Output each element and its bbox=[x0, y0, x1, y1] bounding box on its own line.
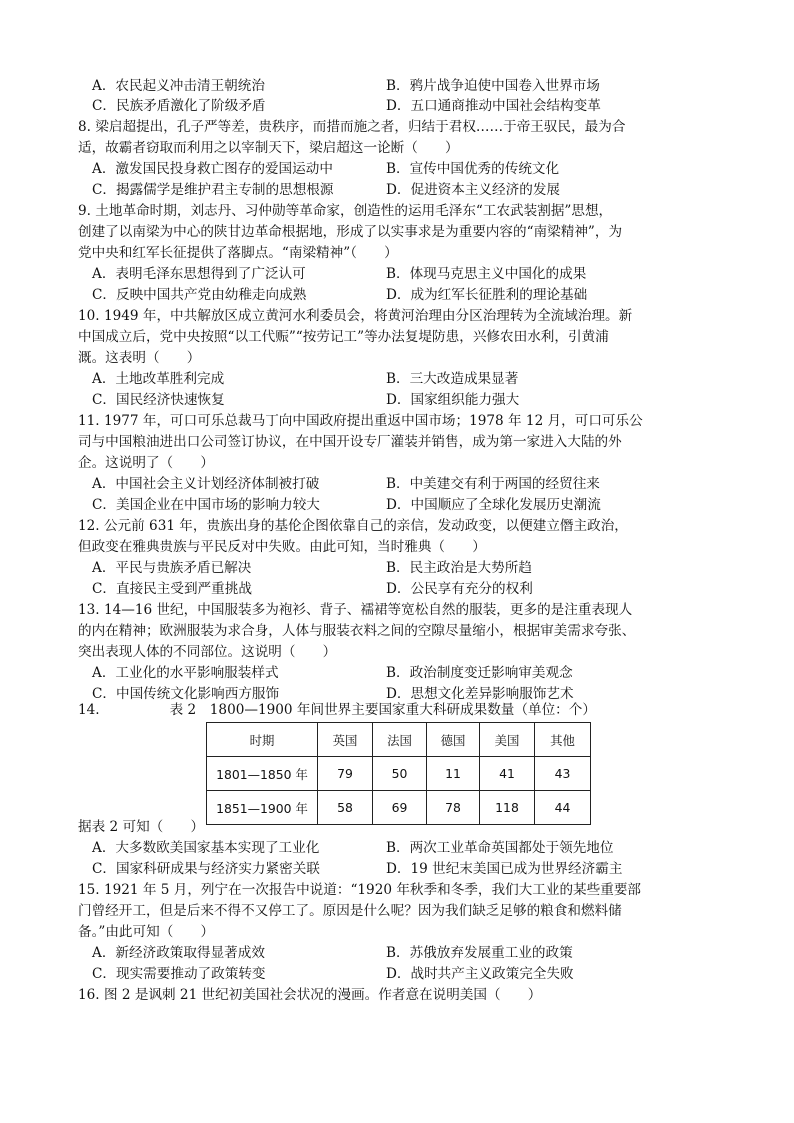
question-text: 13. 14—16 世纪，中国服装多为袍衫、背子、襦裙等宽松自然的服装，更多的是注重表现人 bbox=[78, 602, 633, 618]
answer-option: A．激发国民投身救亡图存的爱国运动中 bbox=[92, 161, 333, 177]
answer-option: D．促进资本主义经济的发展 bbox=[386, 182, 561, 198]
answer-option: B．中美建交有利于两国的经贸往来 bbox=[386, 476, 600, 492]
table-header-row bbox=[207, 723, 591, 757]
q14-caption-line bbox=[78, 700, 596, 720]
answer-option: D．19 世纪末美国已成为世界经济霸主 bbox=[386, 861, 623, 877]
question-text: 的内在精神；欧洲服装为求合身，人体与服装衣料之间的空隙尽量缩小，根据审美需求夸张、 bbox=[78, 623, 636, 639]
answer-option: B．苏俄放弃发展重工业的政策 bbox=[386, 945, 573, 961]
question-text: 10. 1949 年，中共解放区成立黄河水利委员会，将黄河治理由分区治理转为全流域治理。新 bbox=[78, 308, 633, 324]
table-cell: 69 bbox=[373, 791, 427, 825]
answer-option: A．农民起义冲击清王朝统治 bbox=[92, 78, 265, 94]
table-header-cell: 英国 bbox=[318, 723, 373, 757]
answer-option: B．宣传中国优秀的传统文化 bbox=[386, 161, 560, 177]
question-text: 司与中国粮油进出口公司签订协议，在中国开设专厂灌装并销售，成为第一家进入大陆的外 bbox=[78, 434, 622, 450]
answer-option: B．政治制度变迁影响审美观念 bbox=[386, 665, 573, 681]
answer-option: D．中国顺应了全球化发展历史潮流 bbox=[386, 497, 601, 513]
answer-option: A．平民与贵族矛盾已解决 bbox=[92, 560, 252, 576]
table-cell: 1851—1900 年 bbox=[207, 791, 318, 825]
question-text: 12. 公元前 631 年，贵族出身的基伦企图依靠自己的亲信，发动政变，以便建立僭主政治， bbox=[78, 518, 628, 534]
answer-option: C．国民经济快速恢复 bbox=[92, 392, 225, 408]
answer-option: B．体现马克思主义中国化的成果 bbox=[386, 266, 587, 282]
question-text: 适，故霸者窃取而利用之以宰制天下，梁启超这一论断（ ） bbox=[78, 140, 459, 156]
answer-option: A．中国社会主义计划经济体制被打破 bbox=[92, 476, 320, 492]
q14-number: 14. bbox=[78, 702, 100, 718]
table-cell: 50 bbox=[373, 757, 427, 791]
answer-option: C．中国传统文化影响西方服饰 bbox=[92, 686, 280, 702]
table-cell: 1801—1850 年 bbox=[207, 757, 318, 791]
answer-option: B．民主政治是大势所趋 bbox=[386, 560, 532, 576]
table-cell: 11 bbox=[427, 757, 480, 791]
table-cell: 43 bbox=[535, 757, 591, 791]
answer-option: C．揭露儒学是维护君主专制的思想根源 bbox=[92, 182, 334, 198]
table-header-cell: 德国 bbox=[427, 723, 480, 757]
answer-option: D．思想文化差异影响服饰艺术 bbox=[386, 686, 574, 702]
table-row bbox=[207, 757, 591, 791]
answer-option: D．公民享有充分的权利 bbox=[386, 581, 533, 597]
answer-option: D．国家组织能力强大 bbox=[386, 392, 520, 408]
answer-option: A．大多数欧美国家基本实现了工业化 bbox=[92, 840, 320, 856]
answer-option: C．现实需要推动了政策转变 bbox=[92, 966, 266, 982]
question-text: 但政变在雅典贵族与平民反对中失败。由此可知，当时雅典（ ） bbox=[78, 539, 486, 555]
answer-option: D．成为红军长征胜利的理论基础 bbox=[386, 287, 588, 303]
table-cell: 58 bbox=[318, 791, 373, 825]
answer-option: C．美国企业在中国市场的影响力较大 bbox=[92, 497, 320, 513]
answer-option: B．鸦片战争迫使中国卷入世界市场 bbox=[386, 78, 600, 94]
table-cell: 41 bbox=[480, 757, 535, 791]
question-text: 11. 1977 年，可口可乐总裁马丁向中国政府提出重返中国市场；1978 年 12 月，可口可乐公 bbox=[78, 413, 643, 429]
table-row bbox=[207, 791, 591, 825]
answer-option: A．土地改革胜利完成 bbox=[92, 371, 225, 387]
question-text: 溉。这表明（ ） bbox=[78, 350, 201, 366]
answer-option: C．民族矛盾激化了阶级矛盾 bbox=[92, 98, 266, 114]
table-caption: 表 2 1800—1900 年间世界主要国家重大科研成果数量（单位：个） bbox=[169, 702, 596, 718]
research-results-table bbox=[206, 722, 591, 825]
answer-option: B．三大改造成果显著 bbox=[386, 371, 519, 387]
question-text: 突出表现人体的不同部位。这说明（ ） bbox=[78, 644, 337, 660]
question-text: 据表 2 可知（ ） bbox=[78, 819, 205, 835]
table-header-cell: 法国 bbox=[373, 723, 427, 757]
table-header-cell: 其他 bbox=[535, 723, 591, 757]
question-text: 中国成立后，党中央按照“以工代赈”“按劳记工”等办法复堤防患，兴修农田水利，引黄浦 bbox=[78, 329, 609, 345]
table-cell: 79 bbox=[318, 757, 373, 791]
answer-option: A．工业化的水平影响服装样式 bbox=[92, 665, 279, 681]
question-text: 8. 梁启超提出，孔子严等差，贵秩序，而措而施之者，归结于君权……于帝王驭民，最为合 bbox=[78, 119, 626, 135]
question-text: 党中央和红军长征提供了落脚点。“南梁精神”（ ） bbox=[78, 245, 398, 261]
question-text: 16. 图 2 是讽刺 21 世纪初美国社会状况的漫画。作者意在说明美国（ ） bbox=[78, 987, 542, 1003]
question-text: 创建了以南梁为中心的陕甘边革命根据地，形成了以实事求是为重要内容的“南梁精神”，为 bbox=[78, 224, 623, 240]
answer-option: C．反映中国共产党由幼稚走向成熟 bbox=[92, 287, 307, 303]
table-cell: 44 bbox=[535, 791, 591, 825]
answer-option: C．国家科研成果与经济实力紧密关联 bbox=[92, 861, 320, 877]
table-header-cell: 美国 bbox=[480, 723, 535, 757]
answer-option: B．两次工业革命英国都处于领先地位 bbox=[386, 840, 614, 856]
question-text: 备。”由此可知（ ） bbox=[78, 924, 215, 940]
question-text: 企。这说明了（ ） bbox=[78, 455, 214, 471]
question-text: 9. 土地革命时期，刘志丹、习仲勋等革命家，创造性的运用毛泽东“工农武装割据”思想， bbox=[78, 203, 613, 219]
answer-option: D．五口通商推动中国社会结构变革 bbox=[386, 98, 601, 114]
answer-option: C．直接民主受到严重挑战 bbox=[92, 581, 252, 597]
answer-option: D．战时共产主义政策完全失败 bbox=[386, 966, 574, 982]
answer-option: A．新经济政策取得显著成效 bbox=[92, 945, 265, 961]
table-cell: 78 bbox=[427, 791, 480, 825]
table-cell: 118 bbox=[480, 791, 535, 825]
question-text: 门曾经开工，但是后来不得不又停工了。原因是什么呢？因为我们缺乏足够的粮食和燃料储 bbox=[78, 903, 622, 919]
answer-option: A．表明毛泽东思想得到了广泛认可 bbox=[92, 266, 306, 282]
table-header-cell: 时期 bbox=[207, 723, 318, 757]
question-text: 15. 1921 年 5 月，列宁在一次报告中说道：“1920 年秋季和冬季，我们大工业的某些重要部 bbox=[78, 882, 642, 898]
